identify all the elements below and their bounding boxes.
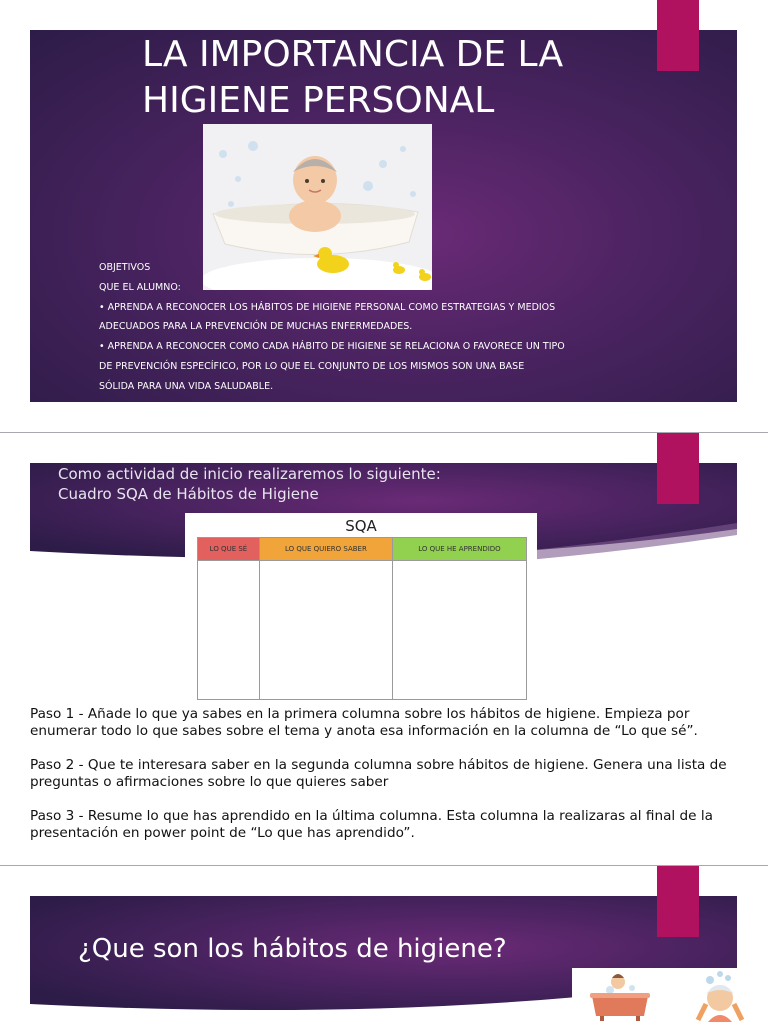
sqa-header-want: LO QUE QUIERO SABER	[259, 538, 392, 561]
slide-2	[0, 433, 768, 865]
sqa-cell	[198, 561, 260, 700]
sqa-header-know: LO QUE SÉ	[198, 538, 260, 561]
sqa-chart	[185, 513, 537, 703]
title-line-1: LA IMPORTANCIA DE LA	[142, 34, 564, 75]
title-panel	[30, 30, 737, 402]
slide-title	[142, 32, 563, 124]
objectives-line: QUE EL ALUMNO:	[99, 281, 181, 293]
sqa-cell	[392, 561, 526, 700]
step-1: Paso 1 - Añade lo que ya sabes en la primera columna sobre los hábitos de higiene. Empieza por enumerar todo lo que sabes sobre el tema y anota esa información en la columna de “Lo que sé”.	[30, 706, 698, 739]
step-2: Paso 2 - Que te interesara saber en la segunda columna sobre hábitos de higiene. Genera una lista de preguntas o afirmaciones sobre lo que quieres saber	[30, 757, 727, 790]
sqa-title: SQA	[345, 517, 377, 535]
accent-tab	[657, 0, 699, 71]
intro-line-1: Como actividad de inicio realizaremos lo siguiente:	[58, 465, 441, 483]
sqa-header-learned: LO QUE HE APRENDIDO	[392, 538, 526, 561]
hygiene-icons	[572, 968, 768, 1024]
objectives-line: ADECUADOS PARA LA PREVENCIÓN DE MUCHAS ENFERMEDADES.	[99, 321, 413, 333]
objectives-line: • APRENDA A RECONOCER COMO CADA HÁBITO DE HIGIENE SE RELACIONA O FAVORECE UN TIPO	[99, 341, 565, 353]
intro-text	[58, 464, 441, 504]
steps-text	[30, 706, 745, 859]
slide-1	[0, 0, 768, 432]
objectives-line: OBJETIVOS	[99, 262, 151, 273]
bathtub-icon	[590, 974, 650, 1021]
hair-wash-icon	[698, 971, 742, 1022]
objectives-text	[99, 258, 659, 397]
objectives-line: • APRENDA A RECONOCER LOS HÁBITOS DE HIGIENE PERSONAL COMO ESTRATEGIAS Y MEDIOS	[99, 301, 556, 313]
accent-tab	[657, 433, 699, 504]
sqa-cell	[259, 561, 392, 700]
accent-tab	[657, 866, 699, 937]
question-heading: ¿Que son los hábitos de higiene?	[78, 934, 507, 964]
bath-icons-illustration	[572, 968, 768, 1024]
objectives-line: DE PREVENCIÓN ESPECÍFICO, POR LO QUE EL CONJUNTO DE LOS MISMOS SON UNA BASE	[99, 360, 525, 372]
slide-3	[0, 866, 768, 1024]
intro-line-2: Cuadro SQA de Hábitos de Higiene	[58, 485, 319, 503]
step-3: Paso 3 - Resume lo que has aprendido en la última columna. Esta columna la realizaras al final de la presentación en power point de “Lo que has aprendido”.	[30, 808, 713, 841]
sqa-table	[197, 537, 527, 700]
objectives-line: SÓLIDA PARA UNA VIDA SALUDABLE.	[99, 380, 274, 392]
title-line-2: HIGIENE PERSONAL	[142, 80, 495, 121]
